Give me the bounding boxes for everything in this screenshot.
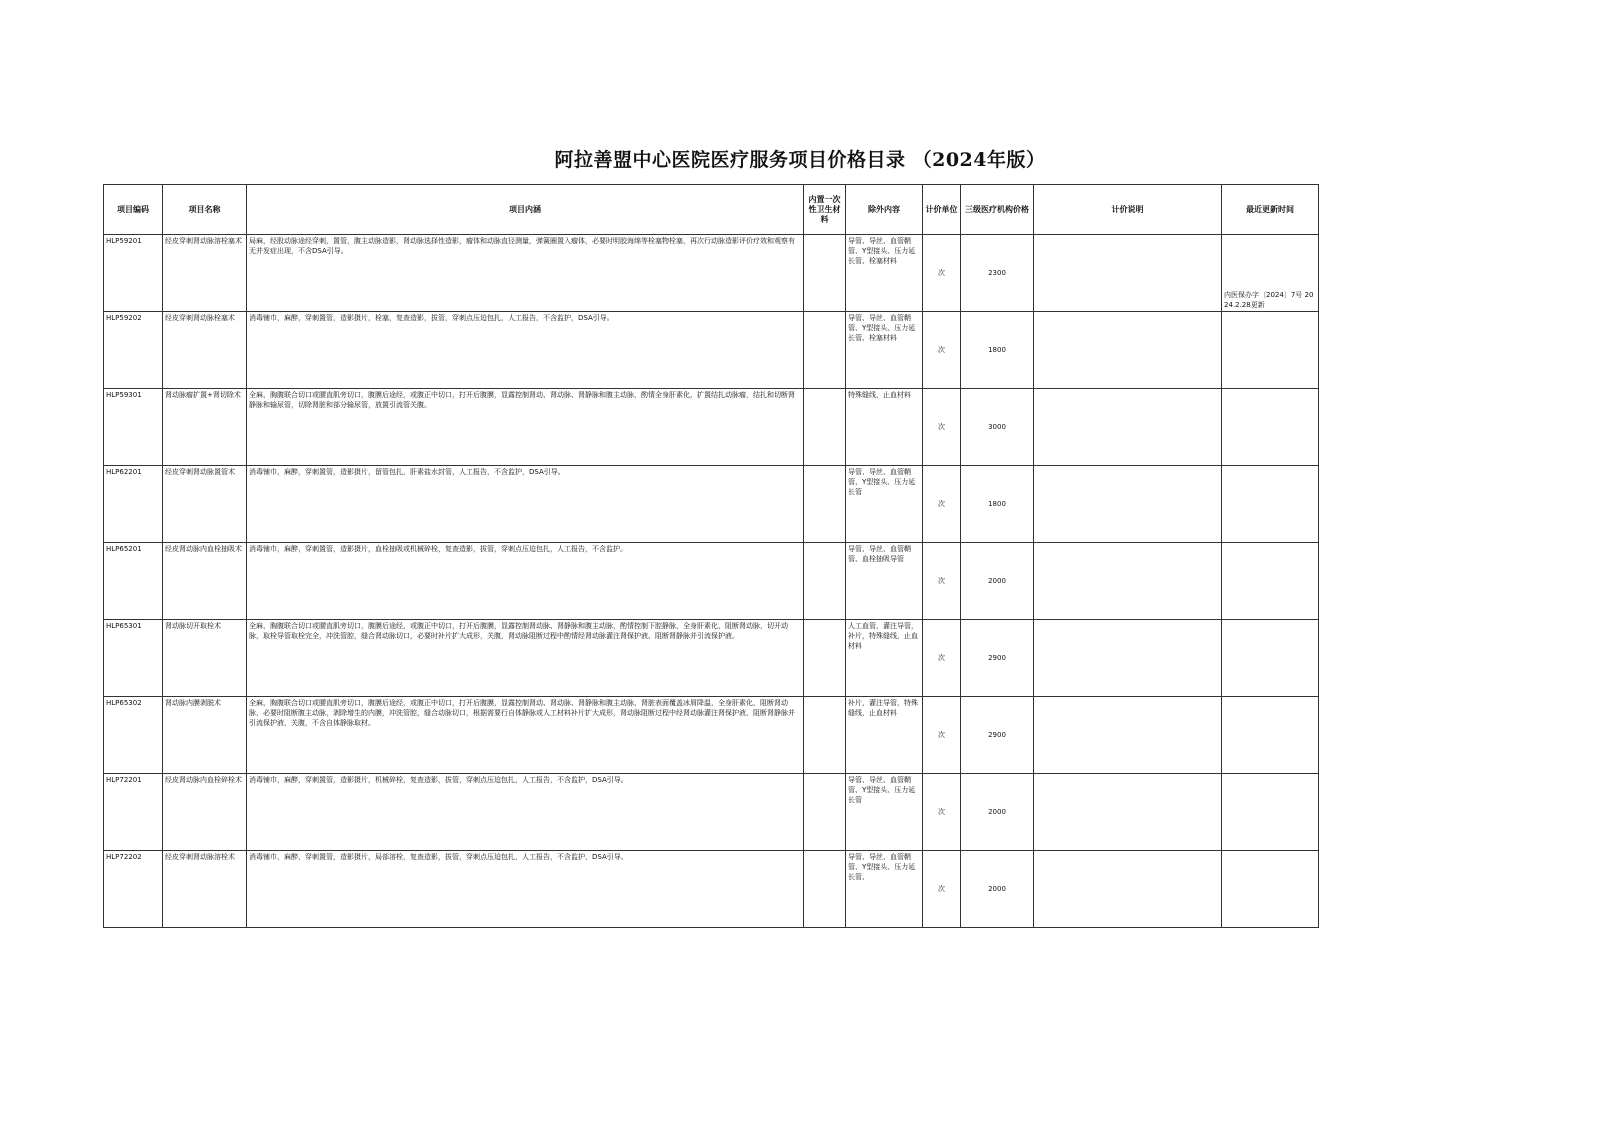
cell-note <box>1034 697 1222 774</box>
cell-name: 肾动脉瘤扩置+肾切除术 <box>163 389 247 466</box>
header-updated: 最近更新时间 <box>1222 185 1319 235</box>
table-row <box>104 466 1319 543</box>
cell-updated <box>1222 851 1319 928</box>
table-row <box>104 543 1319 620</box>
cell-content: 消毒铺巾，麻醉，穿刺置管，造影摄片，血栓抽吸或机械碎栓，复查造影，拔管，穿刺点压迫包扎，人工报告，不含监护。 <box>247 543 804 620</box>
cell-name: 肾动脉切开取栓术 <box>163 620 247 697</box>
cell-unit: 次 <box>923 697 961 774</box>
cell-content: 消毒铺巾，麻醉，穿刺置管，造影摄片，局部溶栓，复查造影，拔管，穿刺点压迫包扎，人工报告，不含监护，DSA引导。 <box>247 851 804 928</box>
table-row <box>104 312 1319 389</box>
cell-note <box>1034 312 1222 389</box>
cell-code: HLP59301 <box>104 389 163 466</box>
cell-updated <box>1222 389 1319 466</box>
cell-unit: 次 <box>923 389 961 466</box>
cell-note <box>1034 543 1222 620</box>
cell-unit: 次 <box>923 774 961 851</box>
header-content: 项目内涵 <box>247 185 804 235</box>
cell-price: 3000 <box>961 389 1034 466</box>
cell-updated <box>1222 697 1319 774</box>
cell-builtin <box>804 312 846 389</box>
cell-content: 局麻，经股动脉途经穿刺，置管，腹主动脉造影，肾动脉选择性造影，瘤体和动脉直径测量，弹簧圈置入瘤体，必要时明胶海绵等栓塞物栓塞，再次行动脉造影评价疗效和观察有无并发症出现，不含DSA引导。 <box>247 235 804 312</box>
cell-updated <box>1222 620 1319 697</box>
cell-updated: 内医保办字〔2024〕7号 2024.2.28更新 <box>1222 235 1319 312</box>
cell-unit: 次 <box>923 235 961 312</box>
cell-note <box>1034 235 1222 312</box>
cell-unit: 次 <box>923 620 961 697</box>
cell-code: HLP65302 <box>104 697 163 774</box>
cell-exclusions: 导管、导丝、血管鞘管、Y型接头、压力延长管、栓塞材料 <box>846 312 923 389</box>
cell-price: 2300 <box>961 235 1034 312</box>
cell-updated <box>1222 312 1319 389</box>
cell-price: 1800 <box>961 312 1034 389</box>
cell-unit: 次 <box>923 466 961 543</box>
cell-price: 2000 <box>961 851 1034 928</box>
cell-builtin <box>804 697 846 774</box>
cell-content: 全麻，胸腹联合切口或腰直肌旁切口，腹膜后途经，或腹正中切口，打开后腹膜，显露控制肾动、肾动脉、肾静脉和腹主动脉，肾脏表面覆盖冰屑降温，全身肝素化，阻断肾动脉，必要时阻断腹主动脉，剥除增生的内膜，冲洗管腔，缝合动脉切口，根据需要行自体静脉或人工材料补片扩大成形，肾动脉阻断过程中经肾动脉灌注肾保护液、阻断肾静脉并引流保护液，关腹，不含自体静脉取材。 <box>247 697 804 774</box>
cell-code: HLP65301 <box>104 620 163 697</box>
cell-exclusions: 补片，灌注导管，特殊缝线，止血材料 <box>846 697 923 774</box>
cell-builtin <box>804 389 846 466</box>
cell-note <box>1034 466 1222 543</box>
cell-updated <box>1222 543 1319 620</box>
cell-code: HLP72201 <box>104 774 163 851</box>
table-row <box>104 235 1319 312</box>
cell-exclusions: 人工血管，灌注导管，补片，特殊缝线，止血材料 <box>846 620 923 697</box>
table-row <box>104 697 1319 774</box>
page-title: 阿拉善盟中心医院医疗服务项目价格目录 （2024年版） <box>554 149 1046 171</box>
cell-content: 消毒铺巾，麻醉，穿刺置管，造影摄片，栓塞，复查造影，拔管，穿刺点压迫包扎，人工报告，不含监护，DSA引导。 <box>247 312 804 389</box>
table-row <box>104 389 1319 466</box>
cell-code: HLP65201 <box>104 543 163 620</box>
cell-builtin <box>804 851 846 928</box>
price-table <box>103 184 1319 928</box>
header-name: 项目名称 <box>163 185 247 235</box>
cell-updated <box>1222 466 1319 543</box>
cell-price: 2900 <box>961 697 1034 774</box>
header-row <box>104 185 1319 235</box>
cell-updated <box>1222 774 1319 851</box>
cell-note <box>1034 389 1222 466</box>
table-row <box>104 774 1319 851</box>
cell-unit: 次 <box>923 851 961 928</box>
cell-name: 经皮肾动脉内血栓抽吸术 <box>163 543 247 620</box>
cell-note <box>1034 620 1222 697</box>
cell-builtin <box>804 774 846 851</box>
header-builtin-material: 内置一次性卫生材料 <box>804 185 846 235</box>
cell-code: HLP62201 <box>104 466 163 543</box>
cell-name: 经皮穿刺肾动脉溶栓术 <box>163 851 247 928</box>
header-price: 三级医疗机构价格 <box>961 185 1034 235</box>
cell-name: 肾动脉内膜剥脱术 <box>163 697 247 774</box>
header-code: 项目编码 <box>104 185 163 235</box>
header-unit: 计价单位 <box>923 185 961 235</box>
cell-builtin <box>804 235 846 312</box>
cell-price: 1800 <box>961 466 1034 543</box>
cell-note <box>1034 774 1222 851</box>
cell-exclusions: 特殊缝线，止血材料 <box>846 389 923 466</box>
cell-exclusions: 导管、导丝、血管鞘管、血栓抽吸导管 <box>846 543 923 620</box>
cell-name: 经皮穿刺肾动脉溶栓塞术 <box>163 235 247 312</box>
cell-unit: 次 <box>923 543 961 620</box>
cell-name: 经皮肾动脉内血栓碎栓术 <box>163 774 247 851</box>
cell-exclusions: 导管、导丝、血管鞘管、Y型接头、压力延长管 <box>846 774 923 851</box>
table-row <box>104 620 1319 697</box>
cell-code: HLP59201 <box>104 235 163 312</box>
cell-exclusions: 导管、导丝、血管鞘管、Y型接头、压力延长管、 <box>846 851 923 928</box>
cell-name: 经皮穿刺肾动脉置管术 <box>163 466 247 543</box>
cell-price: 2000 <box>961 543 1034 620</box>
header-note: 计价说明 <box>1034 185 1222 235</box>
cell-exclusions: 导管、导丝、血管鞘管、Y型接头、压力延长管 <box>846 466 923 543</box>
cell-exclusions: 导管、导丝、血管鞘管、Y型接头、压力延长管、栓塞材料 <box>846 235 923 312</box>
cell-price: 2900 <box>961 620 1034 697</box>
header-exclusions: 除外内容 <box>846 185 923 235</box>
cell-content: 全麻，胸腹联合切口或腰直肌旁切口，腹膜后途经，或腹正中切口，打开后腹膜，显露控制肾动脉、肾静脉和腹主动脉，酌情控制下腔静脉，全身肝素化，阻断肾动脉，切开动脉，取栓导管取栓完全，冲洗管腔，缝合肾动脉切口，必要时补片扩大成形，关腹，肾动脉阻断过程中酌情经肾动脉灌注肾保护液、阻断肾静脉并引流保护液。 <box>247 620 804 697</box>
cell-builtin <box>804 543 846 620</box>
cell-price: 2000 <box>961 774 1034 851</box>
cell-note <box>1034 851 1222 928</box>
cell-content: 消毒铺巾，麻醉，穿刺置管，造影摄片，机械碎栓，复查造影，拔管，穿刺点压迫包扎，人工报告，不含监护，DSA引导。 <box>247 774 804 851</box>
cell-builtin <box>804 466 846 543</box>
cell-code: HLP59202 <box>104 312 163 389</box>
cell-name: 经皮穿刺肾动脉栓塞术 <box>163 312 247 389</box>
cell-code: HLP72202 <box>104 851 163 928</box>
cell-content: 消毒铺巾，麻醉，穿刺置管，造影摄片，留管包扎，肝素盐水封管，人工报告，不含监护，DSA引导。 <box>247 466 804 543</box>
cell-unit: 次 <box>923 312 961 389</box>
cell-content: 全麻，胸腹联合切口或腰直肌旁切口，腹膜后途经，或腹正中切口，打开后腹膜，显露控制肾动、肾动脉、肾静脉和腹主动脉，酌情全身肝素化，扩置结扎动脉瘤，结扎和切断肾静脉和输尿管，切除肾脏和部分输尿管，放置引流管关腹。 <box>247 389 804 466</box>
table-row <box>104 851 1319 928</box>
cell-builtin <box>804 620 846 697</box>
